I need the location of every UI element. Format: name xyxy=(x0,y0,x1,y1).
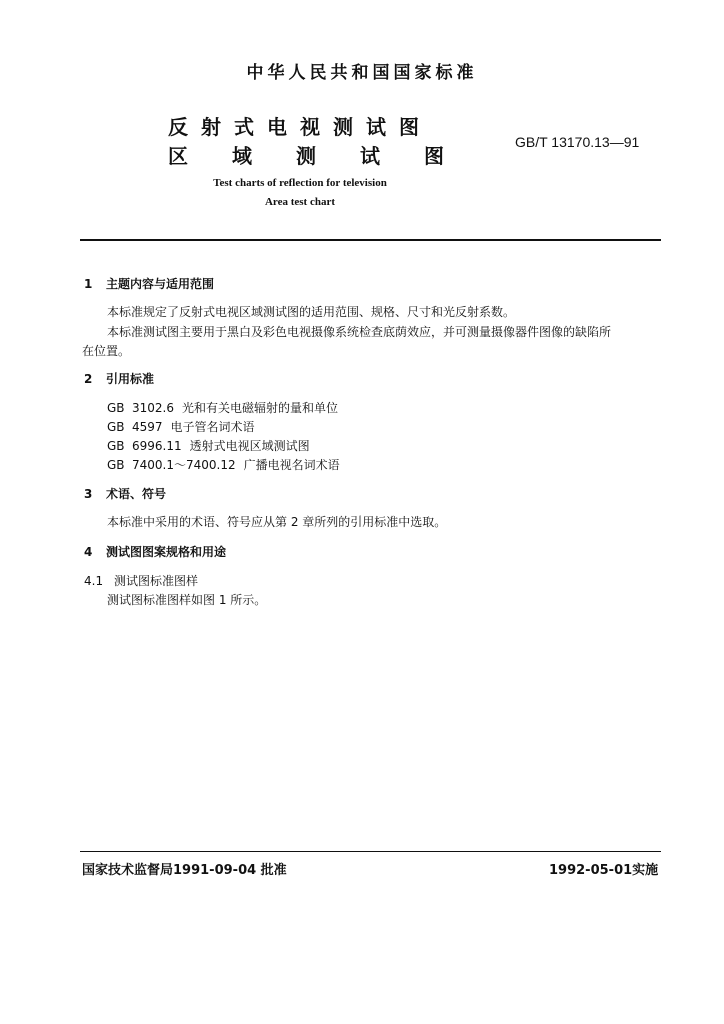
title-en-line2: Area test chart xyxy=(264,196,336,208)
section-1-heading xyxy=(84,275,214,292)
section-2-title: 引用标准 xyxy=(106,372,155,386)
section-3-para1: 本标准中采用的术语、符号应从第 2 章所列的引用标准中选取。 xyxy=(107,515,447,529)
section-1-number: 1 xyxy=(84,277,93,291)
ref-name: 光和有关电磁辐射的量和单位 xyxy=(182,401,339,415)
ref-number: 4597 xyxy=(132,420,163,434)
ref-number: 3102.6 xyxy=(132,401,174,415)
ref-name: 透射式电视区域测试图 xyxy=(189,439,310,453)
ref-item xyxy=(107,418,255,435)
section-4-1-para1: 测试图标准图样如图 1 所示。 xyxy=(107,593,267,607)
section-4-1-title: 测试图标准图样 xyxy=(114,574,199,588)
section-2-number: 2 xyxy=(84,372,93,386)
section-1-para2-line2: 在位置。 xyxy=(82,344,131,358)
section-3-title: 术语、符号 xyxy=(106,487,167,501)
section-4-title: 测试图图案规格和用途 xyxy=(106,545,227,559)
section-3-number: 3 xyxy=(84,487,93,501)
ref-item xyxy=(107,437,310,454)
ref-number: 7400.1～7400.12 xyxy=(132,458,236,472)
section-1-para2-line1: 本标准测试图主要用于黑白及彩色电视摄像系统检查底荫效应，并可测量摄像器件图像的缺陷所 xyxy=(107,325,612,339)
ref-code: GB xyxy=(107,401,125,415)
section-4-1-heading xyxy=(84,572,198,589)
title-cn-line2: 区域测试图 xyxy=(168,144,488,168)
title-en-line1: Test charts of reflection for television xyxy=(213,177,387,189)
ref-item xyxy=(107,456,340,473)
section-3-heading xyxy=(84,485,166,502)
standard-number: GB/T 13170.13—91 xyxy=(515,134,640,150)
ref-code: GB xyxy=(107,420,125,434)
ref-number: 6996.11 xyxy=(132,439,182,453)
section-2-heading xyxy=(84,370,154,387)
ref-code: GB xyxy=(107,439,125,453)
national-standard-heading: 中华人民共和国国家标准 xyxy=(246,63,478,83)
implementation-date: 1992-05-01实施 xyxy=(549,863,659,878)
header-rule xyxy=(80,239,661,241)
footer-rule xyxy=(80,851,661,852)
title-cn-line1: 反射式电视测试图 xyxy=(168,115,432,139)
section-4-1-number: 4.1 xyxy=(84,574,104,588)
ref-item xyxy=(107,399,338,416)
approval-note: 国家技术监督局1991-09-04 批准 xyxy=(82,863,287,878)
section-4-number: 4 xyxy=(84,545,93,559)
section-1-para1: 本标准规定了反射式电视区域测试图的适用范围、规格、尺寸和光反射系数。 xyxy=(107,305,516,319)
ref-name: 广播电视名词术语 xyxy=(243,458,340,472)
section-4-heading xyxy=(84,543,226,560)
ref-name: 电子管名词术语 xyxy=(170,420,255,434)
ref-code: GB xyxy=(107,458,125,472)
section-1-title: 主题内容与适用范围 xyxy=(106,277,215,291)
